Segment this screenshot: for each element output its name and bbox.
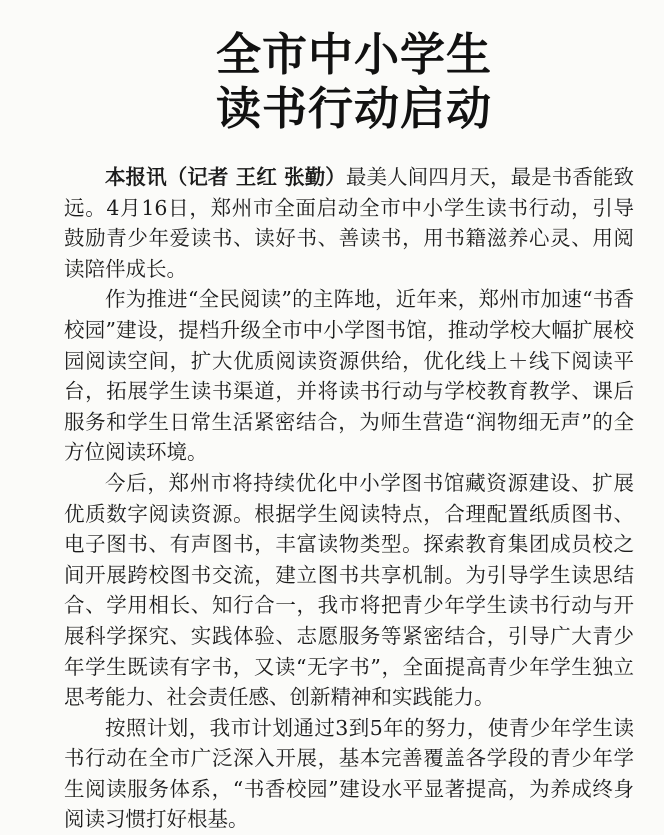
paragraph-1-text: 最美人间四月天，最是书香能致远。4月16日，郑州市全面启动全市中小学生读书行动，引导鼓励青少年爱读书、读好书、善读书，用书籍滋养心灵、用阅读陪伴成长。 [64, 165, 634, 281]
paragraph-2: 作为推进“全民阅读”的主阵地，近年来，郑州市加速“书香校园”建设，提档升级全市中小学图书馆，推动学校大幅扩展校园阅读空间，扩大优质阅读资源供给，优化线上＋线下阅读平台，拓展学生读书渠道，并将读书行动与学校教育教学、课后服务和学生日常生活紧密结合，为师生营造“润物细无声”的全方位阅读环境。 [64, 287, 634, 465]
paragraph-4: 按照计划，我市计划通过3到5年的努力，使青少年学生读书行动在全市广泛深入开展，基本完善覆盖各学段的青少年学生阅读服务体系，“书香校园”建设水平显著提高，为养成终身阅读习惯打好根基。 [64, 715, 634, 832]
paragraph-1 [64, 162, 634, 284]
byline: 本报讯（记者 王红 张勤） [105, 165, 346, 189]
article-body [64, 162, 634, 835]
headline-line-1: 全市中小学生 [215, 28, 492, 81]
article-headline [64, 28, 634, 136]
headline-line-2: 读书行动启动 [215, 82, 492, 135]
paragraph-3: 今后，郑州市将持续优化中小学图书馆藏资源建设、扩展优质数字阅读资源。根据学生阅读特点，合理配置纸质图书、电子图书、有声图书，丰富读物类型。探索教育集团成员校之间开展跨校图书交流，建立图书共享机制。为引导学生读思结合、学用相长、知行合一，我市将把青少年学生读书行动与开展科学探究、实践体验、志愿服务等紧密结合，引导广大青少年学生既读有字书，又读“无字书”，全面提高青少年学生独立思考能力、社会责任感、创新精神和实践能力。 [64, 470, 634, 710]
